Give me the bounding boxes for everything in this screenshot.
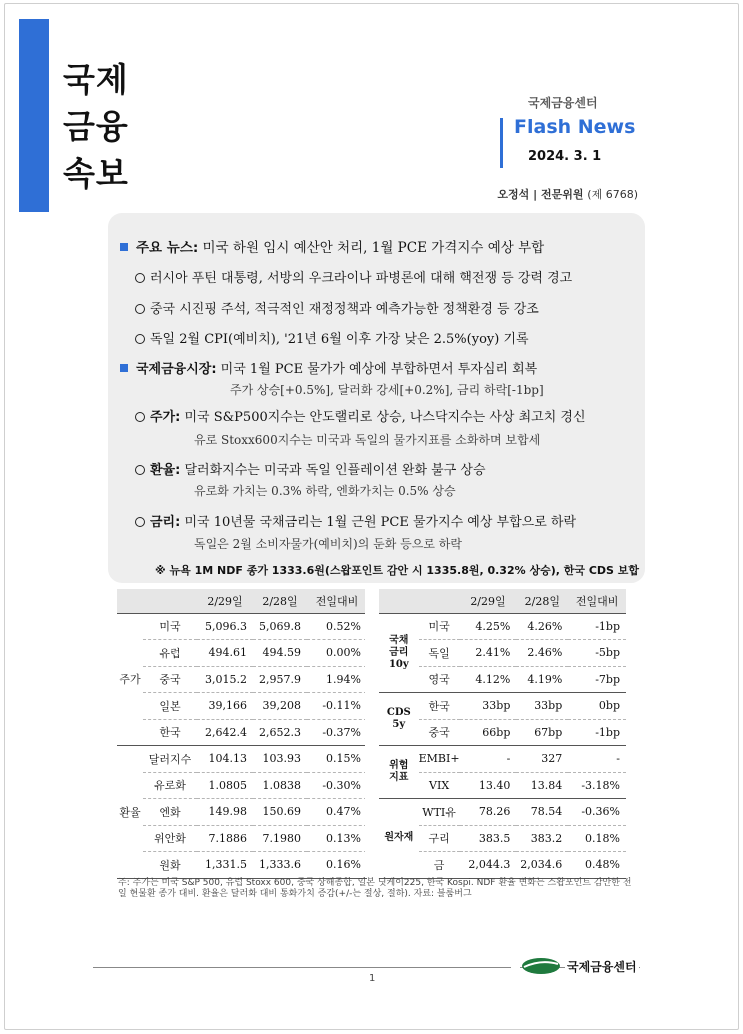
table-row: [117, 640, 367, 667]
value-cell: 2,044.3: [460, 852, 517, 879]
title-line-2: 금융: [63, 107, 129, 146]
item-name-cell: 위안화: [143, 825, 197, 852]
bullet-circle-icon: [135, 304, 145, 314]
page-title: [63, 56, 129, 197]
news-item: 독일 2월 CPI(예비치), '21년 6월 이후 가장 낮은 2.5%(yoy) 기록: [135, 328, 529, 347]
change-cell: 0bp: [568, 693, 626, 720]
value-cell: 78.26: [460, 799, 517, 826]
ndf-note: ※ 뉴욕 1M NDF 종가 1333.6원(스왑포인트 감안 시 1335.8원, 0.32% 상승), 한국 CDS 보합: [155, 564, 640, 577]
table-header-row: [379, 589, 626, 613]
value-cell: 4.26%: [516, 613, 568, 640]
col-header: 전일대비: [307, 589, 367, 613]
value-cell: 2.46%: [516, 640, 568, 667]
value-cell: 4.12%: [460, 666, 517, 693]
change-cell: -1bp: [568, 613, 626, 640]
value-cell: 149.98: [197, 799, 253, 826]
value-cell: 3,015.2: [197, 666, 253, 693]
bullet-circle-icon: [135, 465, 145, 475]
table-row: [117, 746, 367, 773]
footer-org-name: 국제금융센터: [567, 960, 637, 974]
value-cell: 2.41%: [460, 640, 517, 667]
item-name-cell: 유로화: [143, 772, 197, 799]
table-row: [379, 746, 626, 773]
page-number: 1: [369, 973, 376, 984]
value-cell: 66bp: [460, 719, 517, 746]
value-cell: 104.13: [197, 746, 253, 773]
value-cell: 327: [516, 746, 568, 773]
market-sub: 주가 상승[+0.5%], 달러화 강세[+0.2%], 금리 하락[-1bp]: [230, 383, 544, 397]
change-cell: -7bp: [568, 666, 626, 693]
value-cell: 383.2: [516, 825, 568, 852]
stocks-sub: 유로 Stoxx600지수는 미국과 독일의 물가지표를 소화하며 보합세: [194, 433, 541, 447]
author-line: [497, 186, 638, 202]
table-row: [117, 799, 367, 826]
category-cell: 원자재: [379, 799, 419, 879]
market-table-left: [117, 589, 367, 879]
item-name-cell: 유럽: [143, 640, 197, 667]
change-cell: -3.18%: [568, 772, 626, 799]
category-cell: CDS 5y: [379, 693, 419, 746]
value-cell: 2,652.3: [253, 719, 307, 746]
col-header: 2/29일: [460, 589, 517, 613]
value-cell: 33bp: [516, 693, 568, 720]
table-row: [117, 772, 367, 799]
value-cell: -: [460, 746, 517, 773]
change-cell: -0.36%: [568, 799, 626, 826]
category-cell: 주가: [117, 613, 143, 746]
category-cell: 위험 지표: [379, 746, 419, 799]
brand-divider: [500, 118, 503, 168]
value-cell: 7.1886: [197, 825, 253, 852]
value-cell: 1,331.5: [197, 852, 253, 879]
col-header: 전일대비: [568, 589, 626, 613]
fx-sub: 유로화 가치는 0.3% 하락, 엔화가치는 0.5% 상승: [194, 484, 456, 498]
bullet-circle-icon: [135, 334, 145, 344]
publish-date: 2024. 3. 1: [528, 149, 602, 164]
col-header: 2/29일: [197, 589, 253, 613]
item-name-cell: 미국: [143, 613, 197, 640]
table-gap: [365, 589, 379, 877]
item-name-cell: 금: [419, 852, 460, 879]
item-name-cell: 독일: [419, 640, 460, 667]
doc-number: (제 6768): [587, 188, 638, 201]
value-cell: 33bp: [460, 693, 517, 720]
table-row: [117, 825, 367, 852]
value-cell: 103.93: [253, 746, 307, 773]
bullet-square-icon: [120, 243, 128, 251]
item-name-cell: 중국: [419, 719, 460, 746]
item-name-cell: VIX: [419, 772, 460, 799]
bullet-circle-icon: [135, 273, 145, 283]
table-row: [117, 666, 367, 693]
item-name-cell: 일본: [143, 693, 197, 720]
header-accent-bar: [19, 19, 49, 212]
brand-name: Flash News: [514, 116, 636, 138]
value-cell: 2,642.4: [197, 719, 253, 746]
item-name-cell: 달러지수: [143, 746, 197, 773]
value-cell: 5,096.3: [197, 613, 253, 640]
value-cell: 4.25%: [460, 613, 517, 640]
change-cell: 1.94%: [307, 666, 367, 693]
org-name: 국제금융센터: [528, 96, 598, 110]
value-cell: 39,208: [253, 693, 307, 720]
org-logo-icon: [521, 955, 561, 977]
change-cell: -: [568, 746, 626, 773]
bullet-circle-icon: [135, 517, 145, 527]
value-cell: 39,166: [197, 693, 253, 720]
header-blank: [419, 589, 460, 613]
table-row: [117, 852, 367, 879]
header-blank: [143, 589, 197, 613]
value-cell: 1.0838: [253, 772, 307, 799]
value-cell: 2,034.6: [516, 852, 568, 879]
item-name-cell: 한국: [143, 719, 197, 746]
change-cell: -0.30%: [307, 772, 367, 799]
value-cell: 150.69: [253, 799, 307, 826]
market-heading: 국제금융시장: 미국 1월 PCE 물가가 예상에 부합하면서 투자심리 회복: [120, 358, 537, 377]
change-cell: 0.52%: [307, 613, 367, 640]
item-name-cell: EMBI+: [419, 746, 460, 773]
value-cell: 2,957.9: [253, 666, 307, 693]
item-name-cell: 영국: [419, 666, 460, 693]
table-row: [117, 719, 367, 746]
change-cell: -5bp: [568, 640, 626, 667]
change-cell: 0.13%: [307, 825, 367, 852]
change-cell: -1bp: [568, 719, 626, 746]
value-cell: 494.59: [253, 640, 307, 667]
change-cell: 0.47%: [307, 799, 367, 826]
author-name: 오정석 | 전문위원: [497, 188, 584, 201]
item-name-cell: WTI유: [419, 799, 460, 826]
category-cell: 국채 금리 10y: [379, 613, 419, 693]
rates-line: 금리: 미국 10년물 국채금리는 1월 근원 PCE 물가지수 예상 부합으로 하락: [135, 511, 576, 530]
bullet-circle-icon: [135, 412, 145, 422]
change-cell: 0.15%: [307, 746, 367, 773]
value-cell: 7.1980: [253, 825, 307, 852]
value-cell: 1,333.6: [253, 852, 307, 879]
value-cell: 494.61: [197, 640, 253, 667]
fx-line: 환율: 달러화지수는 미국과 독일 인플레이션 완화 불구 상승: [135, 459, 486, 478]
table-row: [117, 613, 367, 640]
news-item: 러시아 푸틴 대통령, 서방의 우크라이나 파병론에 대해 핵전쟁 등 강력 경고: [135, 267, 572, 286]
main-news-heading: 주요 뉴스: 미국 하원 임시 예산안 처리, 1월 PCE 가격지수 예상 부합: [120, 236, 544, 256]
title-line-1: 국제: [63, 60, 129, 99]
table-row: [379, 693, 626, 720]
change-cell: -0.11%: [307, 693, 367, 720]
title-line-3: 속보: [63, 154, 129, 193]
change-cell: -0.37%: [307, 719, 367, 746]
col-header: 2/28일: [253, 589, 307, 613]
item-name-cell: 한국: [419, 693, 460, 720]
change-cell: 0.18%: [568, 825, 626, 852]
value-cell: 4.19%: [516, 666, 568, 693]
news-item: 중국 시진핑 주석, 적극적인 재정정책과 예측가능한 정책환경 등 강조: [135, 298, 539, 317]
item-name-cell: 원화: [143, 852, 197, 879]
table-header-row: [117, 589, 367, 613]
value-cell: 13.84: [516, 772, 568, 799]
value-cell: 1.0805: [197, 772, 253, 799]
table-row: [379, 799, 626, 826]
stocks-line: 주가: 미국 S&P500지수는 안도랠리로 상승, 나스닥지수는 사상 최고치 경신: [135, 406, 586, 425]
market-table-right: [379, 589, 626, 879]
item-name-cell: 엔화: [143, 799, 197, 826]
header-blank: [379, 589, 419, 613]
item-name-cell: 미국: [419, 613, 460, 640]
item-name-cell: 구리: [419, 825, 460, 852]
col-header: 2/28일: [516, 589, 568, 613]
value-cell: 78.54: [516, 799, 568, 826]
table-row: [117, 693, 367, 720]
change-cell: 0.00%: [307, 640, 367, 667]
footnote: 주: 주가는 미국 S&P 500, 유럽 Stoxx 600, 중국 상해종합, 일본 닛케이225, 한국 Kospi. NDF 환율 변화는 스왑포인트 감안한 전일 현물환 종가 대비. 환율은 달러화 대비 통화가치 증감(+/-는 절상, 절하). 자료: 블룸버그: [118, 878, 632, 899]
item-name-cell: 중국: [143, 666, 197, 693]
rates-sub: 독일은 2월 소비자물가(예비치)의 둔화 등으로 하락: [194, 537, 462, 551]
footer-divider: [93, 967, 511, 968]
header-blank: [117, 589, 143, 613]
value-cell: 13.40: [460, 772, 517, 799]
value-cell: 5,069.8: [253, 613, 307, 640]
table-row: [379, 613, 626, 640]
category-cell: 환율: [117, 746, 143, 879]
value-cell: 67bp: [516, 719, 568, 746]
change-cell: 0.48%: [568, 852, 626, 879]
value-cell: 383.5: [460, 825, 517, 852]
change-cell: 0.16%: [307, 852, 367, 879]
bullet-square-icon: [120, 364, 128, 372]
